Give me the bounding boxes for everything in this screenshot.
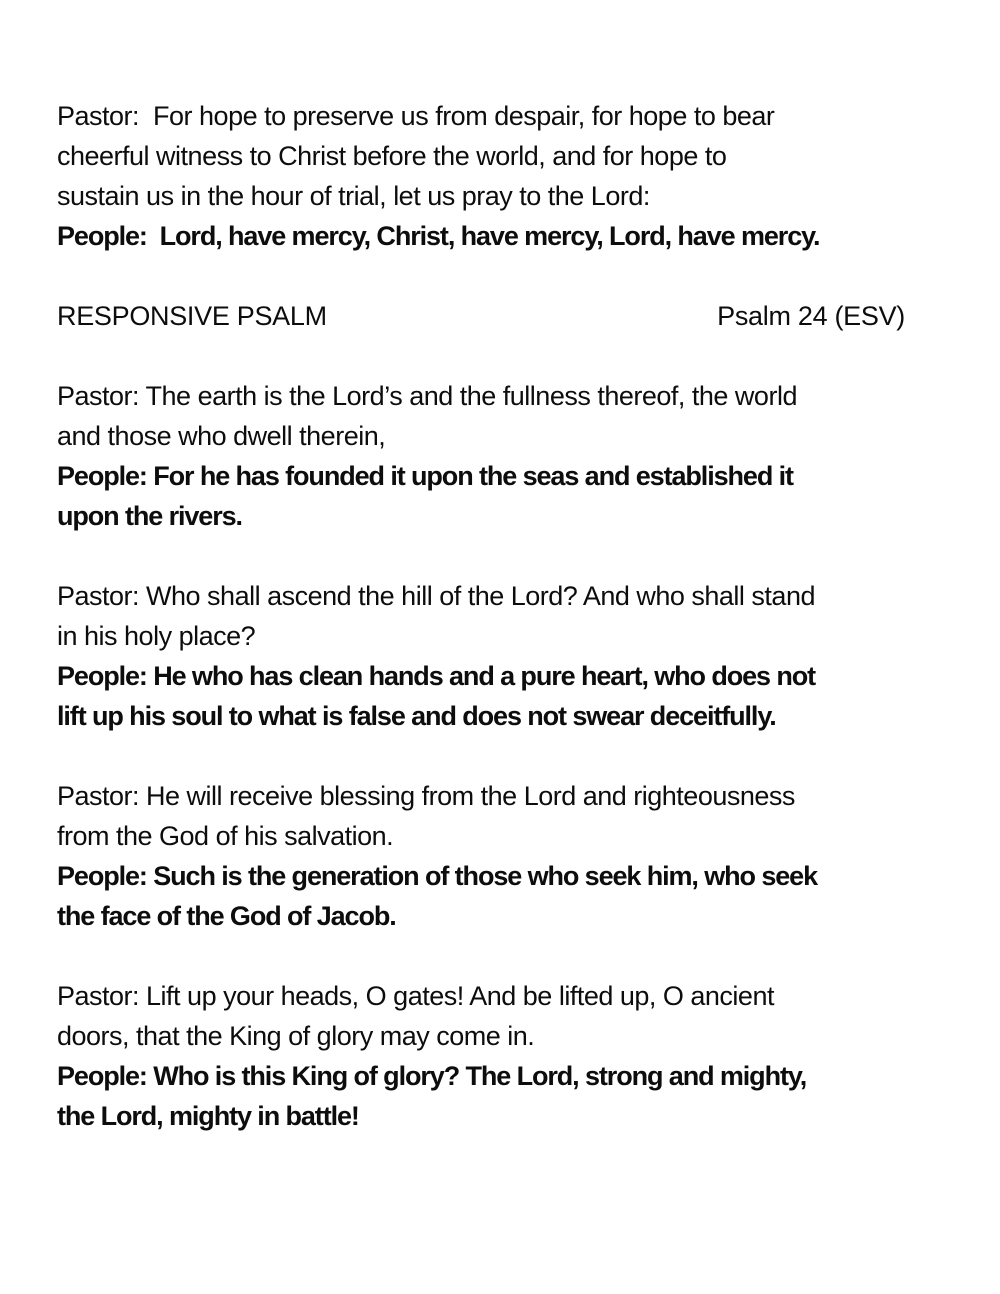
pastor-line: doors, that the King of glory may come in. (57, 1021, 535, 1051)
people-response-line: the face of the God of Jacob. (57, 901, 396, 931)
pastor-line: Pastor: For hope to preserve us from despair, for hope to bear (57, 101, 775, 131)
pastor-line: sustain us in the hour of trial, let us pray to the Lord: (57, 181, 650, 211)
people-response-line: People: For he has founded it upon the seas and established it (57, 461, 793, 491)
pastor-line: cheerful witness to Christ before the world, and for hope to (57, 141, 727, 171)
psalm-reference: Psalm 24 (ESV) (717, 301, 905, 331)
pastor-line: Pastor: Who shall ascend the hill of the Lord? And who shall stand (57, 581, 815, 611)
section-title: RESPONSIVE PSALM (57, 301, 327, 331)
pastor-line: Pastor: The earth is the Lord’s and the fullness thereof, the world (57, 381, 797, 411)
psalm-verse-block (57, 976, 942, 1136)
people-response-line: People: Lord, have mercy, Christ, have mercy, Lord, have mercy. (57, 221, 820, 251)
section-heading-row (57, 296, 942, 336)
pastor-line: from the God of his salvation. (57, 821, 394, 851)
people-response-line: upon the rivers. (57, 501, 242, 531)
people-response-line: lift up his soul to what is false and does not swear deceitfully. (57, 701, 776, 731)
psalm-verse-block (57, 576, 942, 736)
people-response-line: People: Such is the generation of those who seek him, who seek (57, 861, 817, 891)
opening-prayer-block (57, 96, 942, 256)
pastor-line: Pastor: Lift up your heads, O gates! And be lifted up, O ancient (57, 981, 774, 1011)
pastor-line: Pastor: He will receive blessing from the Lord and righteousness (57, 781, 795, 811)
people-response-line: People: He who has clean hands and a pure heart, who does not (57, 661, 816, 691)
psalm-verse-block (57, 376, 942, 536)
pastor-line: and those who dwell therein, (57, 421, 386, 451)
people-response-line: the Lord, mighty in battle! (57, 1101, 359, 1131)
people-response-line: People: Who is this King of glory? The Lord, strong and mighty, (57, 1061, 807, 1091)
psalm-verse-block (57, 776, 942, 936)
pastor-line: in his holy place? (57, 621, 256, 651)
